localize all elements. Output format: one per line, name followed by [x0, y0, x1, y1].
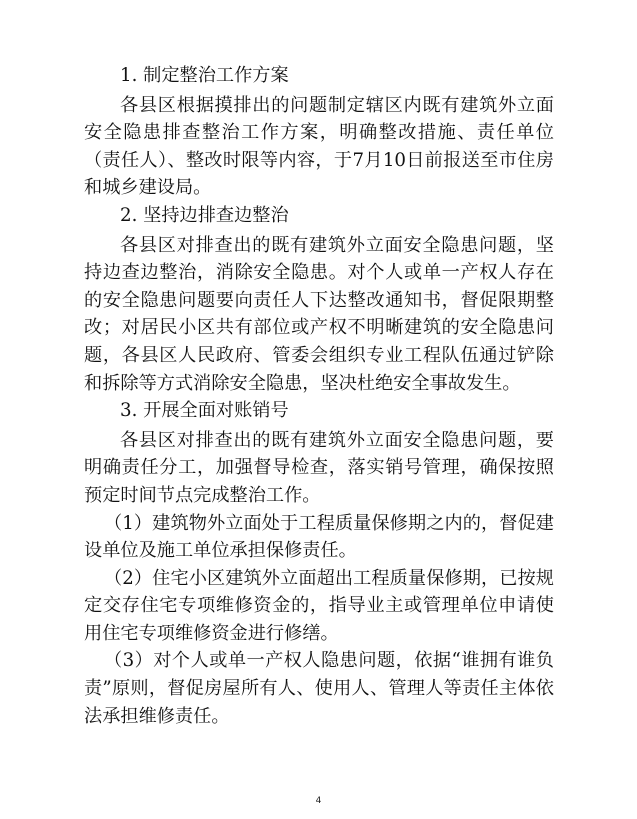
section-1-paragraph: 各县区根据摸排出的问题制定辖区内既有建筑外立面安全隐患排查整治工作方案，明确整改措施、责任单位（责任人）、整改时限等内容，于7月10日前报送至市住房和城乡建设局。 [84, 94, 554, 199]
section-heading-2: 2. 坚持边排查边整治 [120, 204, 289, 226]
section-2-paragraph: 各县区对排查出的既有建筑外立面安全隐患问题，坚持边查边整治，消除安全隐患。对个人或单一产权人存在的安全隐患问题要向责任人下达整改通知书，督促限期整改；对居民小区共有部位或产权不明晰建筑的安全隐患问题，各县区人民政府、管委会组织专业工程队伍通过铲除和拆除等方式消除安全隐患，坚决杜绝安全事故发生。 [84, 234, 554, 394]
page-number: 4 [315, 796, 322, 806]
section-3-paragraph: 各县区对排查出的既有建筑外立面安全隐患问题，要明确责任分工，加强督导检查，落实销号管理，确保按照预定时间节点完成整治工作。 [84, 429, 554, 506]
list-item-1: （1）建筑物外立面处于工程质量保修期之内的，督促建设单位及施工单位承担保修责任。 [84, 512, 554, 562]
section-heading-3: 3. 开展全面对账销号 [120, 400, 289, 422]
list-item-3: （3）对个人或单一产权人隐患问题，依据“谁拥有谁负责”原则，督促房屋所有人、使用人、管理人等责任主体依法承担维修责任。 [84, 650, 554, 727]
section-heading-1: 1. 制定整治工作方案 [120, 65, 289, 86]
list-item-2: （2）住宅小区建筑外立面超出工程质量保修期，已按规定交存住宅专项维修资金的，指导业主或管理单位申请使用住宅专项维修资金进行修缮。 [84, 567, 554, 644]
document-body [84, 62, 554, 730]
